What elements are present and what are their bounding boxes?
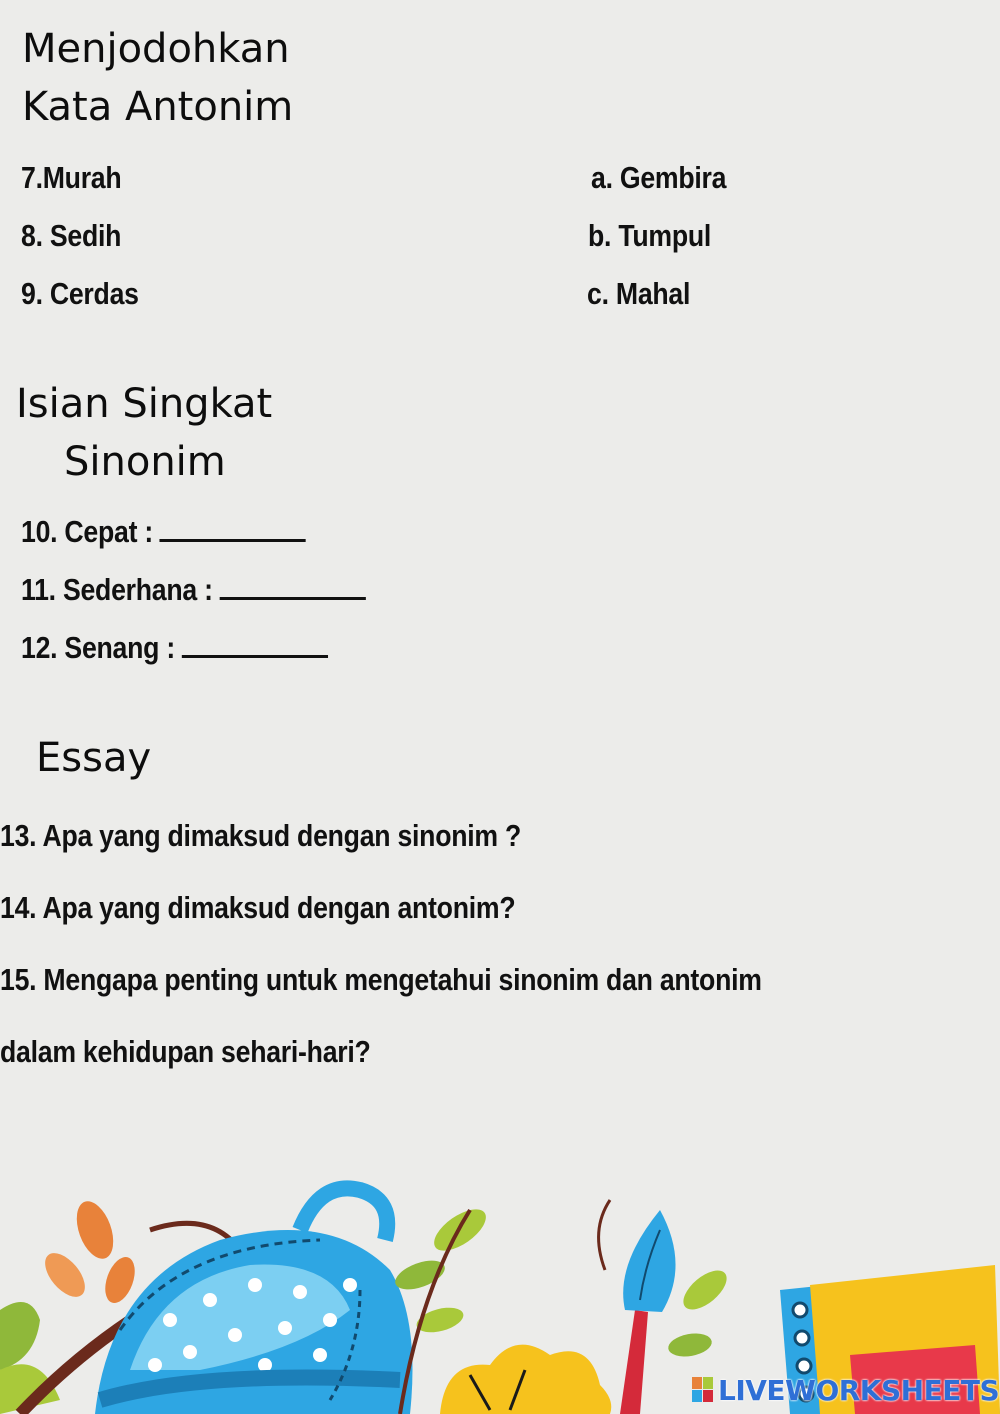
essay-heading: Essay bbox=[36, 735, 152, 781]
watermark-text: LIVEWORKSHEETS bbox=[718, 1374, 1000, 1407]
short-answer-label-11: 11. Sederhana : bbox=[21, 572, 213, 607]
answer-blank-12[interactable] bbox=[182, 631, 328, 658]
liveworksheets-watermark bbox=[692, 1374, 999, 1407]
short-answer-item-11 bbox=[21, 570, 366, 610]
paintbrush-icon bbox=[599, 1200, 676, 1414]
short-answer-heading-line2: Sinonim bbox=[64, 439, 226, 485]
matching-right-item-c: c. Mahal bbox=[587, 276, 691, 311]
matching-left-item-8: 8. Sedih bbox=[21, 218, 122, 253]
short-answer-heading-line1: Isian Singkat bbox=[16, 381, 273, 427]
essay-question-14: 14. Apa yang dimaksud dengan antonim? bbox=[0, 890, 516, 925]
liveworksheets-logo-icon bbox=[692, 1377, 714, 1403]
matching-heading-line2: Kata Antonim bbox=[22, 84, 294, 130]
right-leaf-icon bbox=[666, 1263, 733, 1359]
matching-right-item-b: b. Tumpul bbox=[588, 218, 712, 253]
matching-left-item-7: 7.Murah bbox=[21, 160, 122, 195]
essay-question-15-cont: dalam kehidupan sehari-hari? bbox=[0, 1034, 371, 1069]
matching-heading-line1: Menjodohkan bbox=[22, 26, 290, 72]
short-answer-label-10: 10. Cepat : bbox=[21, 514, 153, 549]
essay-question-15: 15. Mengapa penting untuk mengetahui sinonim dan antonim bbox=[0, 962, 762, 997]
answer-blank-10[interactable] bbox=[160, 515, 306, 542]
short-answer-label-12: 12. Senang : bbox=[21, 630, 175, 665]
backpack-icon bbox=[95, 1188, 413, 1414]
yellow-flower-icon bbox=[440, 1345, 611, 1414]
essay-question-13: 13. Apa yang dimaksud dengan sinonim ? bbox=[0, 818, 522, 853]
answer-blank-11[interactable] bbox=[220, 573, 366, 600]
orange-leaf-icon bbox=[38, 1196, 141, 1307]
matching-left-item-9: 9. Cerdas bbox=[21, 276, 139, 311]
short-answer-item-12 bbox=[21, 628, 328, 668]
matching-right-item-a: a. Gembira bbox=[591, 160, 727, 195]
short-answer-item-10 bbox=[21, 512, 306, 552]
